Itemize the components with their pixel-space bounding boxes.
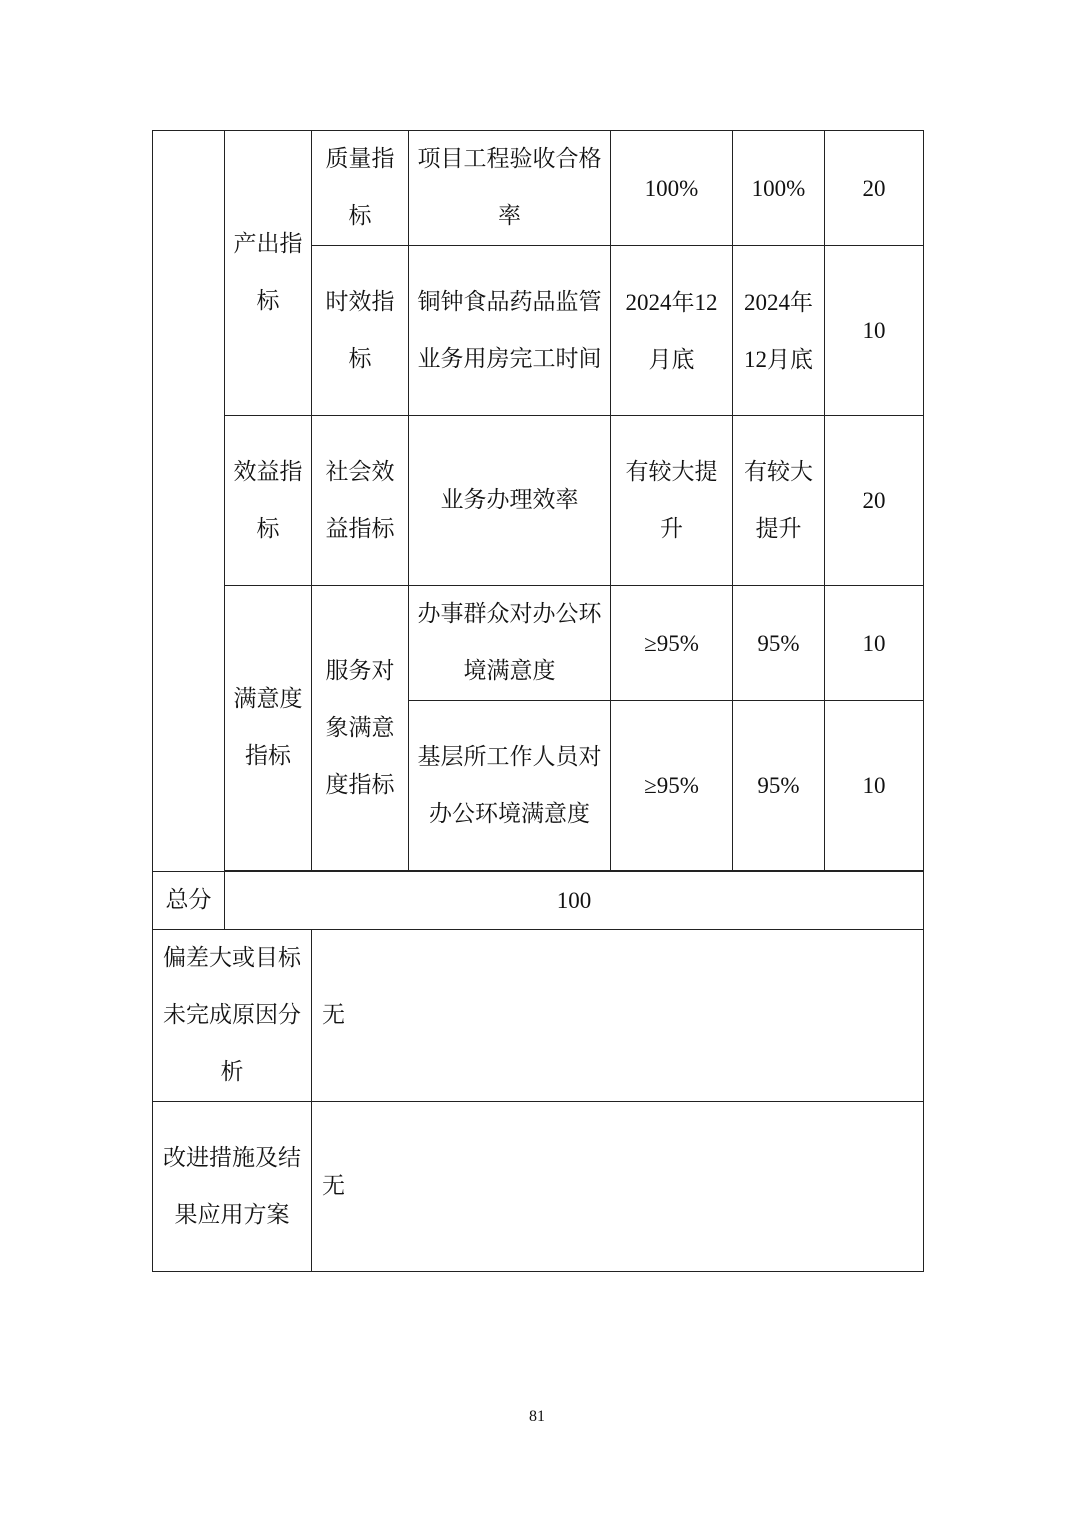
target-benefit: 有较大提升 bbox=[611, 416, 733, 586]
indicator-sat1: 办事群众对办公环境满意度 bbox=[409, 586, 611, 701]
indicator-benefit: 业务办理效率 bbox=[409, 416, 611, 586]
actual-timeliness: 2024年12月底 bbox=[733, 246, 825, 416]
category-benefit: 效益指标 bbox=[225, 416, 312, 586]
score-sat2: 10 bbox=[825, 701, 924, 871]
blank-first-column bbox=[153, 131, 225, 872]
sub-timeliness: 时效指标 bbox=[312, 246, 409, 416]
indicator-quality: 项目工程验收合格率 bbox=[409, 131, 611, 246]
sub-quality: 质量指标 bbox=[312, 131, 409, 246]
score-sat1: 10 bbox=[825, 586, 924, 701]
sub-satisfaction: 服务对象满意度指标 bbox=[312, 586, 409, 871]
category-satisfaction: 满意度指标 bbox=[225, 586, 312, 871]
score-benefit: 20 bbox=[825, 416, 924, 586]
actual-sat2: 95% bbox=[733, 701, 825, 871]
sub-benefit: 社会效益指标 bbox=[312, 416, 409, 586]
deviation-value: 无 bbox=[312, 930, 924, 1102]
improvement-value: 无 bbox=[312, 1102, 924, 1272]
actual-benefit: 有较大提升 bbox=[733, 416, 825, 586]
indicator-sat2: 基层所工作人员对办公环境满意度 bbox=[409, 701, 611, 871]
target-quality: 100% bbox=[611, 131, 733, 246]
improvement-label: 改进措施及结果应用方案 bbox=[153, 1102, 312, 1272]
page-number: 81 bbox=[529, 1408, 545, 1425]
target-sat1: ≥95% bbox=[611, 586, 733, 701]
score-quality: 20 bbox=[825, 131, 924, 246]
target-sat2: ≥95% bbox=[611, 701, 733, 871]
performance-table bbox=[152, 130, 924, 1272]
category-output: 产出指标 bbox=[225, 131, 312, 416]
actual-sat1: 95% bbox=[733, 586, 825, 701]
deviation-label: 偏差大或目标未完成原因分析 bbox=[153, 930, 312, 1102]
indicator-timeliness: 铜钟食品药品监管业务用房完工时间 bbox=[409, 246, 611, 416]
total-value: 100 bbox=[225, 872, 924, 930]
total-label: 总分 bbox=[153, 872, 225, 930]
score-timeliness: 10 bbox=[825, 246, 924, 416]
target-timeliness: 2024年12月底 bbox=[611, 246, 733, 416]
actual-quality: 100% bbox=[733, 131, 825, 246]
